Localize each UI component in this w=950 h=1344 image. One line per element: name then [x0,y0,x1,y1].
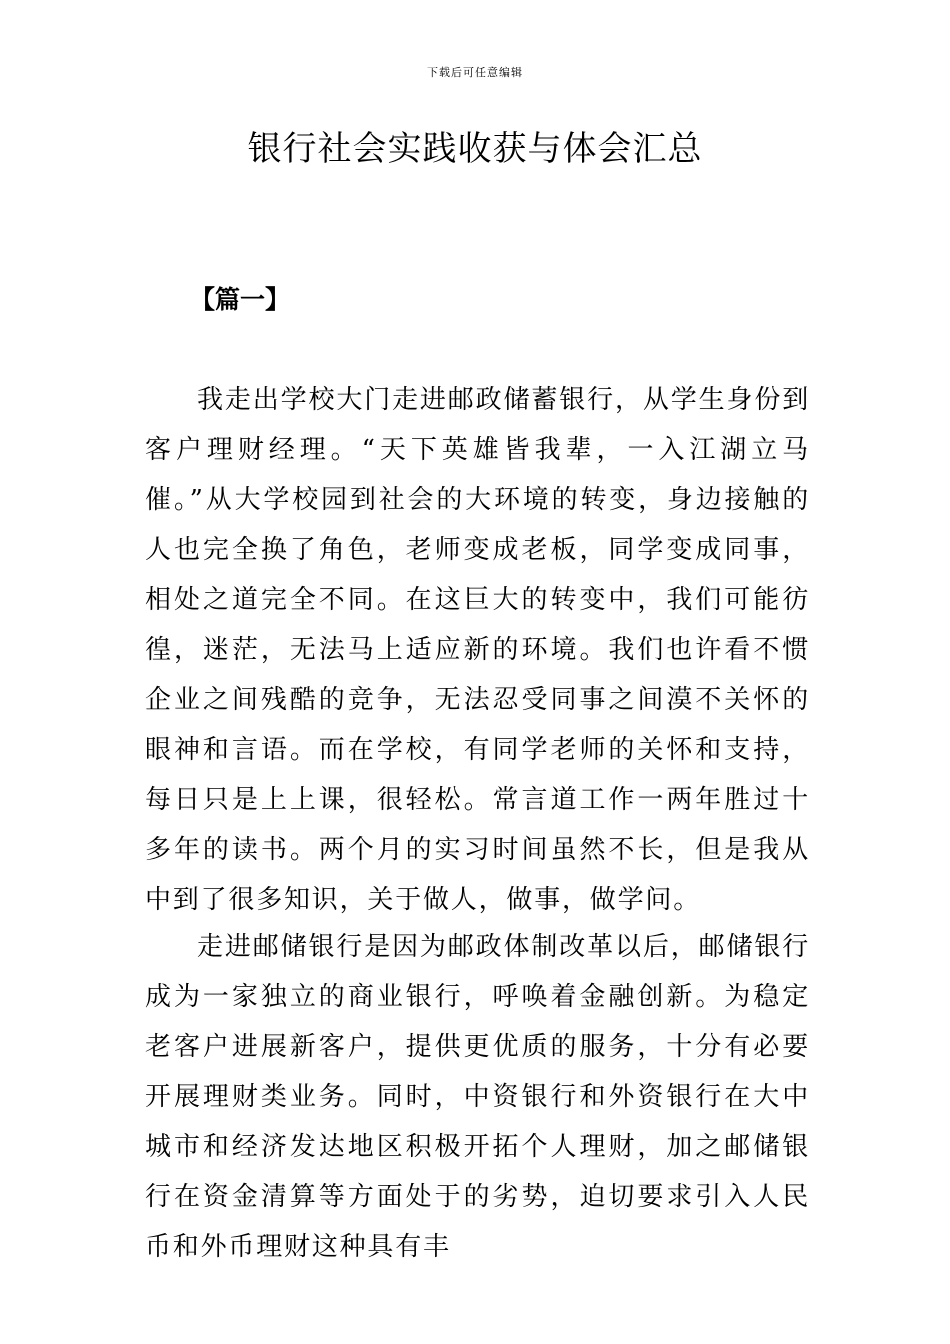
section-label: 【篇一】 [190,285,291,314]
page-title: 银行社会实践收获与体会汇总 [247,129,703,169]
header-note: 下载后可任意编辑 [427,66,523,79]
body-paragraph: 走进邮储银行是因为邮政体制改革以后，邮储银行成为一家独立的商业银行，呼唤着金融创新。为稳定老客户进展新客户，提供更优质的服务，十分有必要开展理财类业务。同时，中资银行和外资银行在大中城市和经济发达地区积极开拓个人理财，加之邮储银行在资金清算等方面处于的劣势，迫切要求引入人民币和外币理财这种具有丰 [145,932,810,1262]
body-paragraph: 我走出学校大门走进邮政储蓄银行，从学生身份到客户理财经理。“天下英雄皆我辈，一入江湖立马催。”从大学校园到社会的大环境的转变，身边接触的人也完全换了角色，老师变成老板，同学变成同事，相处之道完全不同。在这巨大的转变中，我们可能彷徨，迷茫，无法马上适应新的环境。我们也许看不惯企业之间残酷的竞争，无法忍受同事之间漠不关怀的眼神和言语。而在学校，有同学老师的关怀和支持，每日只是上上课，很轻松。常言道工作一两年胜过十多年的读书。两个月的实习时间虽然不长，但是我从中到了很多知识，关于做人，做事，做学问。 [145,385,810,915]
